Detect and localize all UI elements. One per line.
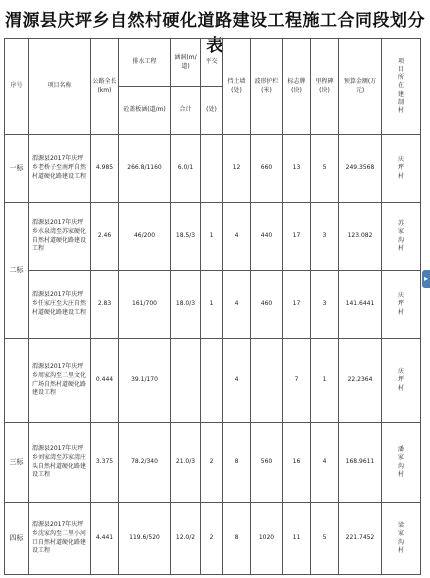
crossing-cell: 2 (201, 423, 223, 503)
sign-cell: 13 (283, 135, 311, 203)
retaining-cell: 4 (223, 339, 251, 423)
header-drainage: 排水工程 (119, 39, 171, 87)
village-text: 庆坪村 (397, 292, 404, 316)
project-name-cell: 渭源县2017年庆坪乡任家庄至大庄自然村道硬化路建设工程 (29, 271, 91, 339)
village-cell (382, 339, 421, 423)
budget-cell: 141.6441 (339, 271, 382, 339)
header-project-name: 项目名称 (29, 39, 91, 135)
header-budget: 预算金额(万元) (339, 39, 382, 135)
sign-cell: 17 (283, 271, 311, 339)
culvert-cell: 21.0/3 (171, 423, 201, 503)
milestone-cell: 5 (311, 135, 339, 203)
project-name-cell: 渭源县2017年庆坪乡水泉湾至苏家硬化自然村道硬化路建设工程 (29, 203, 91, 271)
header-village (382, 39, 421, 135)
drainage-cell: 46/200 (119, 203, 171, 271)
header-crossing: 平交 (201, 39, 223, 87)
section-label: 三标 (5, 423, 29, 503)
budget-cell: 221.7452 (339, 503, 382, 575)
milestone-cell: 3 (311, 203, 339, 271)
table-row (5, 135, 421, 203)
header-guardrail: 波形护栏(米) (251, 39, 283, 135)
village-cell (382, 503, 421, 575)
budget-cell: 249.3568 (339, 135, 382, 203)
page-title: 渭源县庆坪乡自然村硬化道路建设工程施工合同段划分表 (5, 11, 425, 56)
length-cell: 0.444 (91, 339, 119, 423)
milestone-cell: 3 (311, 271, 339, 339)
village-cell (382, 203, 421, 271)
village-cell (382, 271, 421, 339)
sign-cell: 7 (283, 339, 311, 423)
header-drainage-sub: 砼盖板涵(道/m) (119, 87, 171, 135)
retaining-cell: 8 (223, 503, 251, 575)
crossing-cell: 1 (201, 271, 223, 339)
table-row (5, 203, 421, 271)
sign-cell: 11 (283, 503, 311, 575)
header-milestone: 里程碑(块) (311, 39, 339, 135)
header-village-text: 项目所在建制村 (397, 58, 404, 114)
header-sign: 标志牌(块) (283, 39, 311, 135)
milestone-cell: 5 (311, 503, 339, 575)
header-retaining: 挡土墙(处) (223, 39, 251, 135)
length-cell: 4.985 (91, 135, 119, 203)
culvert-cell: 18.5/3 (171, 203, 201, 271)
milestone-cell: 1 (311, 339, 339, 423)
culvert-cell: 12.0/2 (171, 503, 201, 575)
chevron-right-icon: ▸ (423, 274, 428, 283)
section-label (5, 339, 29, 423)
header-length: 公路全长(km) (91, 39, 119, 135)
length-cell: 2.83 (91, 271, 119, 339)
crossing-cell (201, 135, 223, 203)
table-row (5, 503, 421, 575)
guardrail-cell: 1020 (251, 503, 283, 575)
crossing-cell (201, 339, 223, 423)
section-label: 二标 (5, 203, 29, 339)
project-name-cell: 渭源县2017年庆坪乡老桥子至南坪自然村道硬化路建设工程 (29, 135, 91, 203)
length-cell: 3.375 (91, 423, 119, 503)
guardrail-cell: 660 (251, 135, 283, 203)
culvert-cell: 6.0/1 (171, 135, 201, 203)
drainage-cell: 119.6/520 (119, 503, 171, 575)
project-name-cell: 渭源县2017年庆坪乡刘家湾至苏家湾庄头自然村道硬化路建设工程 (29, 423, 91, 503)
section-division-table (4, 38, 421, 575)
culvert-cell (171, 339, 201, 423)
length-cell: 4.441 (91, 503, 119, 575)
guardrail-cell (251, 339, 283, 423)
guardrail-cell: 440 (251, 203, 283, 271)
retaining-cell: 8 (223, 423, 251, 503)
drainage-cell: 39.1/170 (119, 339, 171, 423)
table-row (5, 423, 421, 503)
milestone-cell: 4 (311, 423, 339, 503)
village-text: 苏家沟村 (397, 220, 404, 252)
project-name-cell: 渭源县2017年庆坪乡周家沟至二里文化广场自然村道硬化路建设工程 (29, 339, 91, 423)
guardrail-cell: 560 (251, 423, 283, 503)
table-row (5, 339, 421, 423)
side-scroll-handle[interactable] (422, 270, 430, 288)
table-row (5, 271, 421, 339)
village-text: 梁家沟村 (397, 522, 404, 554)
sign-cell: 16 (283, 423, 311, 503)
village-text: 庆坪村 (397, 368, 404, 392)
header-crossing-unit: (处) (201, 87, 223, 135)
retaining-cell: 12 (223, 135, 251, 203)
budget-cell: 168.9611 (339, 423, 382, 503)
retaining-cell: 4 (223, 203, 251, 271)
drainage-cell: 161/700 (119, 271, 171, 339)
header-row (5, 39, 421, 87)
village-cell (382, 135, 421, 203)
budget-cell: 123.082 (339, 203, 382, 271)
village-cell (382, 423, 421, 503)
header-culvert: 涵洞(m/道) (171, 39, 201, 87)
village-text: 潘家沟村 (397, 446, 404, 478)
project-name-cell: 渭源县2017年庆坪乡沈家沟至二里小河口自然村道硬化路建设工程 (29, 503, 91, 575)
guardrail-cell: 460 (251, 271, 283, 339)
budget-cell: 22.2364 (339, 339, 382, 423)
drainage-cell: 78.2/340 (119, 423, 171, 503)
crossing-cell: 2 (201, 503, 223, 575)
section-label: 一标 (5, 135, 29, 203)
header-culvert-sub: 合计 (171, 87, 201, 135)
sign-cell: 17 (283, 203, 311, 271)
header-seq: 序号 (5, 39, 29, 135)
crossing-cell: 1 (201, 203, 223, 271)
length-cell: 2.46 (91, 203, 119, 271)
section-label: 四标 (5, 503, 29, 575)
village-text: 庆坪村 (397, 156, 404, 180)
drainage-cell: 266.8/1160 (119, 135, 171, 203)
culvert-cell: 18.0/3 (171, 271, 201, 339)
retaining-cell: 4 (223, 271, 251, 339)
